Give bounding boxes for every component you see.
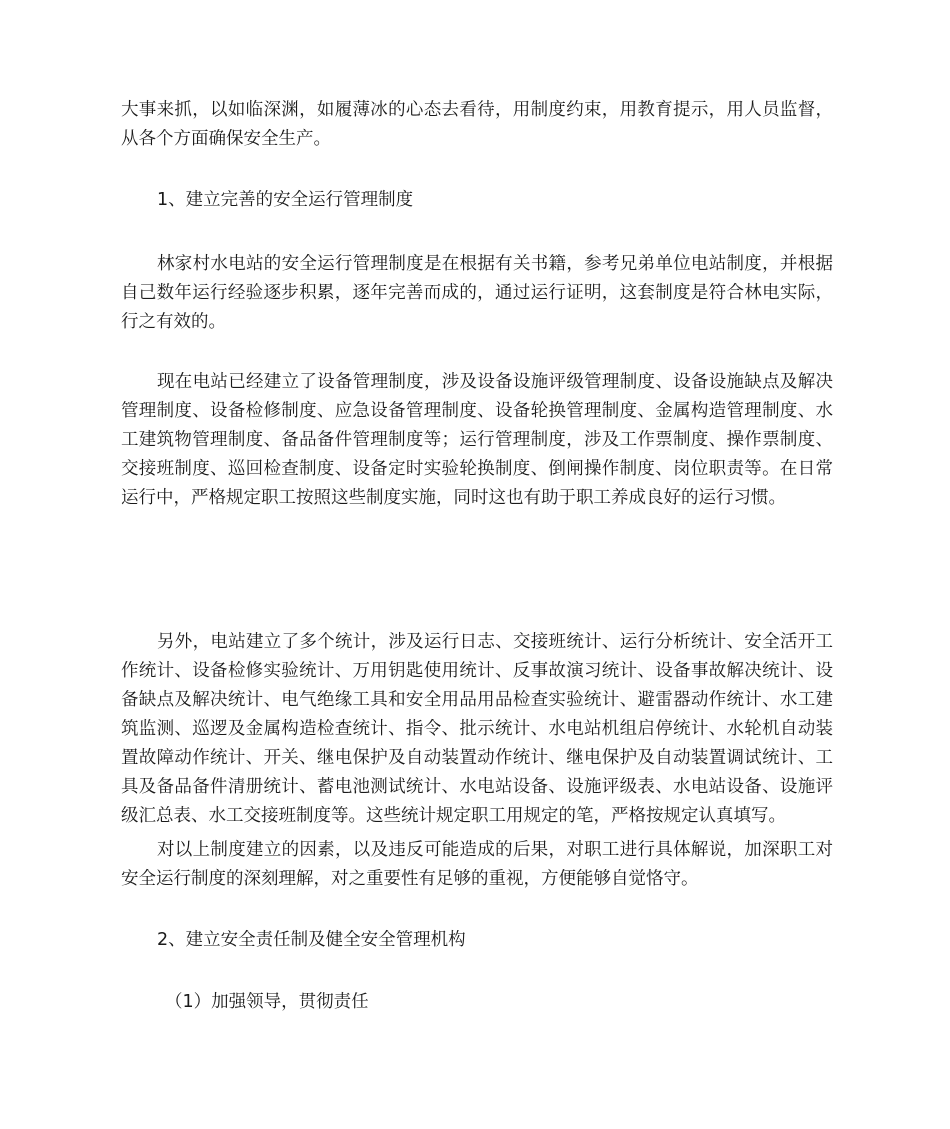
section-heading-2: 2、建立安全责任制及健全安全管理机构	[157, 930, 466, 950]
paragraph-continuation: 大事来抓，以如临深渊，如履薄冰的心态去看待，用制度约束，用教育提示，用人员监督，从各个方面确保安全生产。	[121, 100, 833, 149]
subsection-heading-1: （1）加强领导，贯彻责任	[165, 992, 369, 1012]
document-page	[121, 0, 833, 1129]
section-heading-1: 1、建立完善的安全运行管理制度	[157, 190, 414, 210]
paragraph-explanation: 对以上制度建立的因素，以及违反可能造成的后果，对职工进行具体解说，加深职工对安全运行制度的深刻理解，对之重要性有足够的重视，方便能够自觉恪守。	[121, 840, 833, 889]
paragraph-records: 另外，电站建立了多个统计，涉及运行日志、交接班统计、运行分析统计、安全活开工作统计、设备检修实验统计、万用钥匙使用统计、反事故演习统计、设备事故解决统计、设备缺点及解决统计、电气绝缘工具和安全用品用品检查实验统计、避雷器动作统计、水工建筑监测、巡逻及金属构造检查统计、指令、批示统计、水电站机组启停统计、水轮机自动装置故障动作统计、开关、继电保护及自动装置动作统计、继电保护及自动装置调试统计、工具及备品备件清册统计、蓄电池测试统计、水电站设备、设施评级表、水电站设备、设施评级汇总表、水工交接班制度等。这些统计规定职工用规定的笔，严格按规定认真填写。	[121, 632, 833, 826]
paragraph-management-systems: 现在电站已经建立了设备管理制度，涉及设备设施评级管理制度、设备设施缺点及解决管理制度、设备检修制度、应急设备管理制度、设备轮换管理制度、金属构造管理制度、水工建筑物管理制度、备品备件管理制度等；运行管理制度，涉及工作票制度、操作票制度、交接班制度、巡回检查制度、设备定时实验轮换制度、倒闸操作制度、岗位职责等。在日常运行中，严格规定职工按照这些制度实施，同时这也有助于职工养成良好的运行习惯。	[121, 372, 833, 508]
paragraph-system-origin: 林家村水电站的安全运行管理制度是在根据有关书籍，参考兄弟单位电站制度，并根据自己数年运行经验逐步积累，逐年完善而成的，通过运行证明，这套制度是符合林电实际，行之有效的。	[121, 254, 833, 332]
